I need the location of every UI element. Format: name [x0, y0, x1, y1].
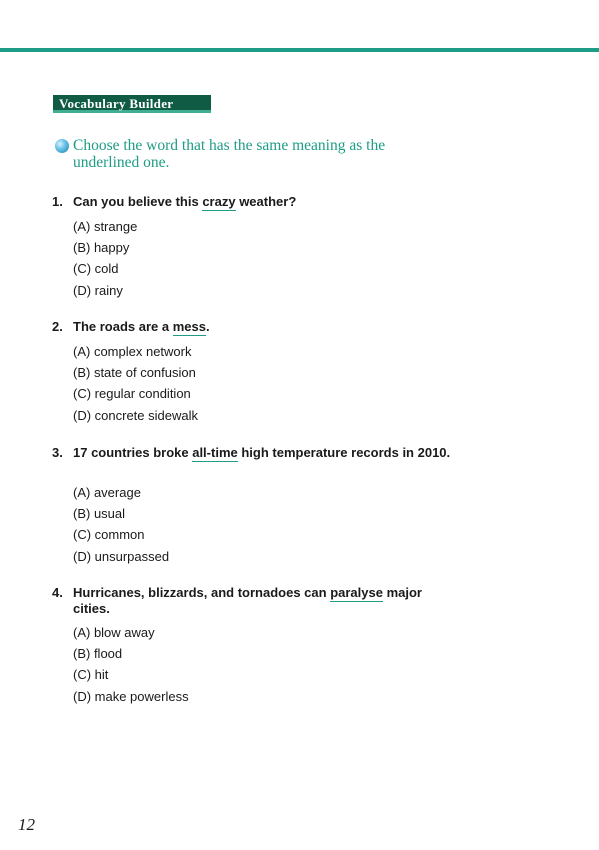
question-text: The roads are a mess.	[73, 319, 210, 334]
underlined-word: crazy	[202, 194, 236, 209]
question-3	[52, 445, 452, 564]
question-1	[52, 194, 452, 298]
page-number: 12	[18, 815, 35, 834]
option-d[interactable]: (D) unsurpassed	[73, 549, 170, 564]
instruction	[55, 137, 435, 171]
option-c[interactable]: (C) hit	[73, 667, 109, 682]
instruction-text: Choose the word that has the same meaning as the underlined one.	[73, 137, 386, 171]
question-text: 17 countries broke all-time high temperature records in 2010.	[73, 445, 451, 460]
question-number: 1.	[52, 194, 63, 209]
top-rule	[0, 48, 599, 52]
question-stem	[52, 585, 452, 617]
option-a[interactable]: (A) blow away	[73, 625, 155, 640]
question-stem	[52, 194, 452, 210]
option-b[interactable]: (B) state of confusion	[73, 365, 196, 380]
underlined-word: paralyse	[330, 585, 383, 600]
question-stem	[52, 319, 452, 335]
question-stem	[52, 445, 452, 461]
bullet-icon	[55, 139, 69, 153]
option-a[interactable]: (A) strange	[73, 219, 138, 234]
question-number: 3.	[52, 445, 63, 460]
option-d[interactable]: (D) concrete sidewalk	[73, 408, 198, 423]
question-number: 2.	[52, 319, 63, 334]
option-c[interactable]: (C) common	[73, 527, 145, 542]
option-d[interactable]: (D) make powerless	[73, 689, 189, 704]
question-text: Hurricanes, blizzards, and tornadoes can paralyse major cities.	[73, 585, 422, 616]
section-title: Vocabulary Builder	[53, 95, 211, 113]
question-number: 4.	[52, 585, 63, 600]
question-4	[52, 585, 452, 704]
option-b[interactable]: (B) usual	[73, 506, 126, 521]
question-2	[52, 319, 452, 423]
option-c[interactable]: (C) cold	[73, 261, 119, 276]
option-a[interactable]: (A) average	[73, 485, 141, 500]
option-b[interactable]: (B) happy	[73, 240, 130, 255]
question-text: Can you believe this crazy weather?	[73, 194, 297, 209]
option-c[interactable]: (C) regular condition	[73, 386, 191, 401]
option-b[interactable]: (B) flood	[73, 646, 123, 661]
option-d[interactable]: (D) rainy	[73, 283, 123, 298]
underlined-word: mess	[172, 319, 206, 334]
underlined-word: all-time	[192, 445, 238, 460]
option-a[interactable]: (A) complex network	[73, 344, 192, 359]
